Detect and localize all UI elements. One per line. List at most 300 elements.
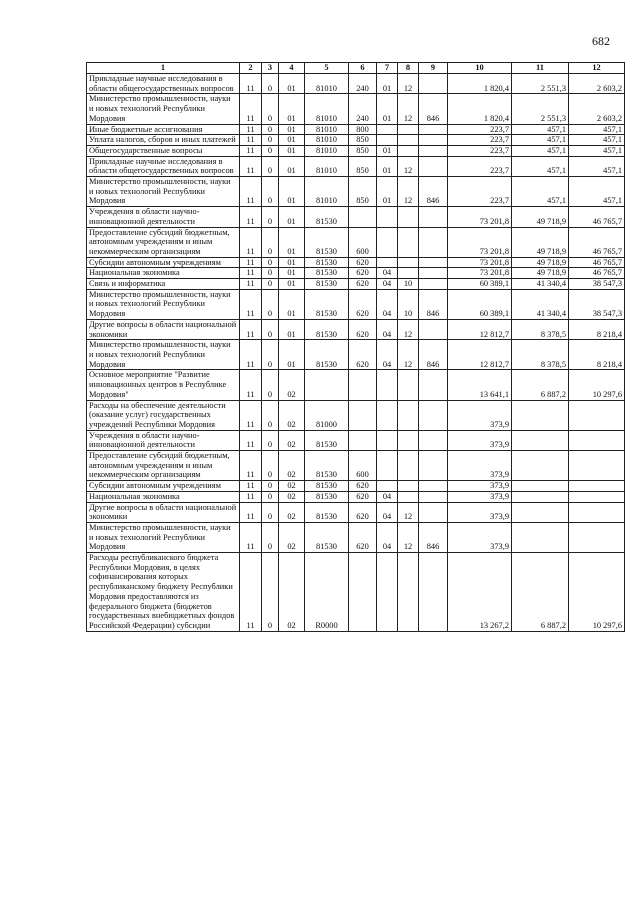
row-name: Министерство промышленности, науки и новых технологий Республики Мордовия [87,177,240,207]
cell-col-8 [398,553,419,632]
cell-col-12: 457,1 [569,145,625,156]
cell-col-8: 12 [398,522,419,552]
cell-col-10: 373,9 [448,451,512,481]
cell-col-4: 01 [279,227,305,257]
budget-table [86,62,625,632]
cell-col-9: 846 [419,94,448,124]
cell-col-4: 01 [279,279,305,290]
row-name: Прикладные научные исследования в области общегосударственных вопросов [87,156,240,176]
cell-col-12: 46 765,7 [569,207,625,227]
cell-col-3: 0 [262,207,279,227]
cell-col-11 [512,502,569,522]
cell-col-12: 457,1 [569,177,625,207]
cell-col-9 [419,481,448,492]
cell-col-8 [398,491,419,502]
cell-col-6: 800 [349,124,377,135]
cell-col-9 [419,207,448,227]
cell-col-9 [419,135,448,146]
cell-col-5: 81530 [305,227,349,257]
cell-col-3: 0 [262,94,279,124]
table-row [87,268,625,279]
cell-col-5: 81010 [305,74,349,94]
cell-col-9 [419,430,448,450]
cell-col-8 [398,257,419,268]
cell-col-6: 620 [349,319,377,339]
cell-col-9 [419,502,448,522]
row-name: Общегосударственные вопросы [87,145,240,156]
cell-col-9 [419,451,448,481]
column-header: 8 [398,63,419,74]
cell-col-10: 73 201,8 [448,227,512,257]
row-name: Предоставление субсидий бюджетным, автономным учреждениям и иным некоммерческим организациям [87,451,240,481]
cell-col-10: 373,9 [448,481,512,492]
cell-col-10: 373,9 [448,430,512,450]
table-row [87,279,625,290]
cell-col-8 [398,145,419,156]
cell-col-9: 846 [419,340,448,370]
cell-col-4: 01 [279,289,305,319]
cell-col-3: 0 [262,257,279,268]
cell-col-10: 223,7 [448,177,512,207]
cell-col-7 [377,430,398,450]
cell-col-2: 11 [240,502,262,522]
cell-col-6: 620 [349,481,377,492]
cell-col-2: 11 [240,370,262,400]
cell-col-10: 223,7 [448,135,512,146]
cell-col-10: 60 389,1 [448,279,512,290]
table-row [87,451,625,481]
row-name: Министерство промышленности, науки и новых технологий Республики Мордовия [87,340,240,370]
cell-col-7 [377,400,398,430]
cell-col-5: 81530 [305,502,349,522]
page-number: 682 [592,34,610,48]
column-header: 5 [305,63,349,74]
cell-col-7: 01 [377,145,398,156]
cell-col-2: 11 [240,289,262,319]
column-header: 12 [569,63,625,74]
cell-col-5: 81530 [305,257,349,268]
cell-col-10: 373,9 [448,502,512,522]
cell-col-10: 12 812,7 [448,319,512,339]
cell-col-6: 600 [349,227,377,257]
cell-col-11: 2 551,3 [512,74,569,94]
cell-col-2: 11 [240,124,262,135]
cell-col-8 [398,207,419,227]
cell-col-4: 01 [279,124,305,135]
cell-col-10: 373,9 [448,522,512,552]
cell-col-5: 81010 [305,177,349,207]
cell-col-9: 846 [419,177,448,207]
cell-col-8 [398,124,419,135]
cell-col-12 [569,481,625,492]
cell-col-3: 0 [262,370,279,400]
cell-col-12 [569,502,625,522]
cell-col-11: 41 340,4 [512,289,569,319]
cell-col-8: 10 [398,289,419,319]
cell-col-4: 02 [279,370,305,400]
cell-col-12 [569,491,625,502]
cell-col-12: 46 765,7 [569,227,625,257]
table-row [87,257,625,268]
cell-col-3: 0 [262,522,279,552]
cell-col-5: 81530 [305,451,349,481]
cell-col-12: 8 218,4 [569,340,625,370]
cell-col-5: 81530 [305,491,349,502]
cell-col-4: 02 [279,451,305,481]
cell-col-9 [419,400,448,430]
cell-col-6 [349,400,377,430]
cell-col-4: 01 [279,207,305,227]
cell-col-11: 41 340,4 [512,279,569,290]
cell-col-4: 01 [279,145,305,156]
cell-col-2: 11 [240,268,262,279]
cell-col-11 [512,481,569,492]
cell-col-5: 81530 [305,289,349,319]
row-name: Министерство промышленности, науки и новых технологий Республики Мордовия [87,522,240,552]
cell-col-5: 81010 [305,135,349,146]
cell-col-11 [512,451,569,481]
cell-col-10: 73 201,8 [448,257,512,268]
row-name: Субсидии автономным учреждениям [87,481,240,492]
cell-col-6: 620 [349,268,377,279]
cell-col-5: 81010 [305,124,349,135]
cell-col-2: 11 [240,451,262,481]
cell-col-6: 620 [349,257,377,268]
column-header: 7 [377,63,398,74]
cell-col-8 [398,268,419,279]
cell-col-12: 457,1 [569,135,625,146]
cell-col-8: 12 [398,177,419,207]
cell-col-5: 81530 [305,430,349,450]
row-name: Министерство промышленности, науки и новых технологий Республики Мордовия [87,94,240,124]
cell-col-4: 02 [279,430,305,450]
row-name: Министерство промышленности, науки и новых технологий Республики Мордовия [87,289,240,319]
cell-col-3: 0 [262,553,279,632]
cell-col-3: 0 [262,145,279,156]
cell-col-7: 01 [377,94,398,124]
cell-col-7: 04 [377,340,398,370]
cell-col-2: 11 [240,481,262,492]
cell-col-8: 12 [398,340,419,370]
table-row [87,319,625,339]
cell-col-5: R0000 [305,553,349,632]
cell-col-8 [398,451,419,481]
cell-col-11: 457,1 [512,145,569,156]
cell-col-10: 73 201,8 [448,207,512,227]
cell-col-12: 457,1 [569,124,625,135]
row-name: Предоставление субсидий бюджетным, автономным учреждениям и иным некоммерческим организациям [87,227,240,257]
cell-col-10: 12 812,7 [448,340,512,370]
cell-col-4: 02 [279,481,305,492]
cell-col-8 [398,400,419,430]
column-header: 10 [448,63,512,74]
row-name: Субсидии автономным учреждениям [87,257,240,268]
cell-col-6: 850 [349,177,377,207]
cell-col-11: 49 718,9 [512,227,569,257]
cell-col-7 [377,370,398,400]
cell-col-5: 81530 [305,268,349,279]
cell-col-7: 04 [377,319,398,339]
cell-col-8: 12 [398,319,419,339]
cell-col-5: 81530 [305,207,349,227]
column-header: 4 [279,63,305,74]
cell-col-3: 0 [262,340,279,370]
row-name: Расходы на обеспечение деятельности (оказание услуг) государственных учреждений Республики Мордовия [87,400,240,430]
cell-col-3: 0 [262,491,279,502]
cell-col-9 [419,227,448,257]
cell-col-4: 01 [279,177,305,207]
cell-col-7 [377,481,398,492]
cell-col-6: 620 [349,289,377,319]
cell-col-3: 0 [262,135,279,146]
cell-col-5 [305,370,349,400]
row-name: Национальная экономика [87,491,240,502]
row-name: Учреждения в области научно-инновационной деятельности [87,430,240,450]
cell-col-8 [398,370,419,400]
row-name: Расходы республиканского бюджета Республики Мордовия, в целях софинансирования которых республиканскому бюджету Республики Мордовия предоставляются из федерального бюджета (бюджетов государственных внебюджетных фондов Российской Федерации) субсидии [87,553,240,632]
cell-col-7: 04 [377,289,398,319]
row-name: Связь и информатика [87,279,240,290]
table-row [87,430,625,450]
cell-col-6: 850 [349,145,377,156]
cell-col-9 [419,370,448,400]
column-header: 6 [349,63,377,74]
cell-col-9 [419,268,448,279]
cell-col-3: 0 [262,400,279,430]
cell-col-4: 02 [279,553,305,632]
cell-col-10: 73 201,8 [448,268,512,279]
cell-col-11: 49 718,9 [512,257,569,268]
cell-col-4: 01 [279,319,305,339]
cell-col-11: 49 718,9 [512,207,569,227]
cell-col-11: 457,1 [512,177,569,207]
cell-col-6: 850 [349,156,377,176]
row-name: Учреждения в области научно-инновационной деятельности [87,207,240,227]
cell-col-5: 81530 [305,319,349,339]
cell-col-4: 02 [279,522,305,552]
cell-col-5: 81000 [305,400,349,430]
cell-col-12 [569,400,625,430]
table-row [87,145,625,156]
cell-col-4: 01 [279,257,305,268]
cell-col-10: 373,9 [448,491,512,502]
cell-col-4: 01 [279,268,305,279]
cell-col-12: 46 765,7 [569,268,625,279]
cell-col-11: 457,1 [512,135,569,146]
column-header: 3 [262,63,279,74]
table-row [87,491,625,502]
cell-col-6 [349,430,377,450]
cell-col-3: 0 [262,451,279,481]
cell-col-11: 8 378,5 [512,319,569,339]
cell-col-11 [512,491,569,502]
cell-col-3: 0 [262,177,279,207]
column-header: 1 [87,63,240,74]
cell-col-7 [377,207,398,227]
cell-col-2: 11 [240,553,262,632]
cell-col-3: 0 [262,124,279,135]
cell-col-2: 11 [240,145,262,156]
cell-col-2: 11 [240,430,262,450]
cell-col-7: 04 [377,268,398,279]
header-row [87,63,625,74]
cell-col-7: 01 [377,177,398,207]
row-name: Другие вопросы в области национальной экономики [87,319,240,339]
cell-col-12: 10 297,6 [569,370,625,400]
cell-col-4: 01 [279,74,305,94]
cell-col-11: 8 378,5 [512,340,569,370]
cell-col-2: 11 [240,257,262,268]
cell-col-5: 81530 [305,481,349,492]
cell-col-7: 04 [377,522,398,552]
cell-col-11: 49 718,9 [512,268,569,279]
cell-col-9 [419,124,448,135]
table-body [87,74,625,632]
cell-col-6: 240 [349,94,377,124]
cell-col-5: 81010 [305,94,349,124]
cell-col-12 [569,522,625,552]
cell-col-9: 846 [419,522,448,552]
cell-col-9 [419,74,448,94]
cell-col-4: 01 [279,135,305,146]
cell-col-12 [569,451,625,481]
cell-col-7 [377,227,398,257]
cell-col-3: 0 [262,74,279,94]
table-row [87,156,625,176]
table-row [87,207,625,227]
row-name: Уплата налогов, сборов и иных платежей [87,135,240,146]
table-row [87,340,625,370]
cell-col-10: 1 820,4 [448,94,512,124]
table-row [87,135,625,146]
cell-col-6: 620 [349,491,377,502]
cell-col-12: 457,1 [569,156,625,176]
cell-col-3: 0 [262,156,279,176]
cell-col-6: 620 [349,279,377,290]
cell-col-8: 12 [398,156,419,176]
table-row [87,74,625,94]
cell-col-7: 01 [377,156,398,176]
cell-col-8 [398,135,419,146]
cell-col-2: 11 [240,74,262,94]
table-row [87,94,625,124]
cell-col-12: 2 603,2 [569,94,625,124]
cell-col-6 [349,370,377,400]
cell-col-9 [419,319,448,339]
cell-col-9 [419,145,448,156]
cell-col-3: 0 [262,319,279,339]
cell-col-7: 04 [377,491,398,502]
cell-col-7 [377,451,398,481]
cell-col-4: 02 [279,400,305,430]
table-row [87,289,625,319]
table-row [87,553,625,632]
table-row [87,124,625,135]
cell-col-3: 0 [262,227,279,257]
cell-col-7 [377,124,398,135]
cell-col-3: 0 [262,481,279,492]
cell-col-11 [512,430,569,450]
cell-col-5: 81530 [305,522,349,552]
column-header: 11 [512,63,569,74]
cell-col-9 [419,156,448,176]
cell-col-7: 04 [377,502,398,522]
cell-col-11: 457,1 [512,156,569,176]
cell-col-10: 223,7 [448,124,512,135]
cell-col-6: 620 [349,340,377,370]
cell-col-8: 12 [398,502,419,522]
cell-col-2: 11 [240,135,262,146]
cell-col-8 [398,430,419,450]
cell-col-11 [512,400,569,430]
cell-col-6: 600 [349,451,377,481]
cell-col-8: 12 [398,94,419,124]
cell-col-8 [398,227,419,257]
row-name: Прикладные научные исследования в области общегосударственных вопросов [87,74,240,94]
cell-col-7 [377,553,398,632]
row-name: Иные бюджетные ассигнования [87,124,240,135]
table-row [87,502,625,522]
cell-col-6 [349,207,377,227]
cell-col-12: 2 603,2 [569,74,625,94]
cell-col-10: 13 267,2 [448,553,512,632]
cell-col-6: 620 [349,522,377,552]
cell-col-4: 02 [279,491,305,502]
cell-col-12: 38 547,3 [569,289,625,319]
column-header: 9 [419,63,448,74]
cell-col-2: 11 [240,177,262,207]
cell-col-9 [419,491,448,502]
cell-col-2: 11 [240,491,262,502]
cell-col-2: 11 [240,340,262,370]
column-header: 2 [240,63,262,74]
cell-col-12 [569,430,625,450]
cell-col-2: 11 [240,227,262,257]
cell-col-4: 01 [279,156,305,176]
cell-col-6 [349,553,377,632]
cell-col-10: 13 641,1 [448,370,512,400]
cell-col-10: 1 820,4 [448,74,512,94]
cell-col-3: 0 [262,289,279,319]
cell-col-2: 11 [240,319,262,339]
cell-col-4: 01 [279,340,305,370]
cell-col-2: 11 [240,156,262,176]
cell-col-6: 850 [349,135,377,146]
cell-col-6: 240 [349,74,377,94]
cell-col-9 [419,257,448,268]
cell-col-12: 8 218,4 [569,319,625,339]
cell-col-7: 04 [377,279,398,290]
cell-col-10: 60 389,1 [448,289,512,319]
row-name: Национальная экономика [87,268,240,279]
cell-col-6: 620 [349,502,377,522]
cell-col-5: 81530 [305,279,349,290]
cell-col-2: 11 [240,522,262,552]
cell-col-11 [512,522,569,552]
cell-col-7 [377,135,398,146]
cell-col-3: 0 [262,268,279,279]
table-row [87,522,625,552]
table-row [87,177,625,207]
cell-col-2: 11 [240,400,262,430]
table-row [87,370,625,400]
row-name: Другие вопросы в области национальной экономики [87,502,240,522]
cell-col-11: 6 887,2 [512,370,569,400]
cell-col-12: 10 297,6 [569,553,625,632]
cell-col-12: 38 547,3 [569,279,625,290]
cell-col-4: 01 [279,94,305,124]
row-name: Основное мероприятие "Развитие инновационных центров в Республике Мордовия" [87,370,240,400]
